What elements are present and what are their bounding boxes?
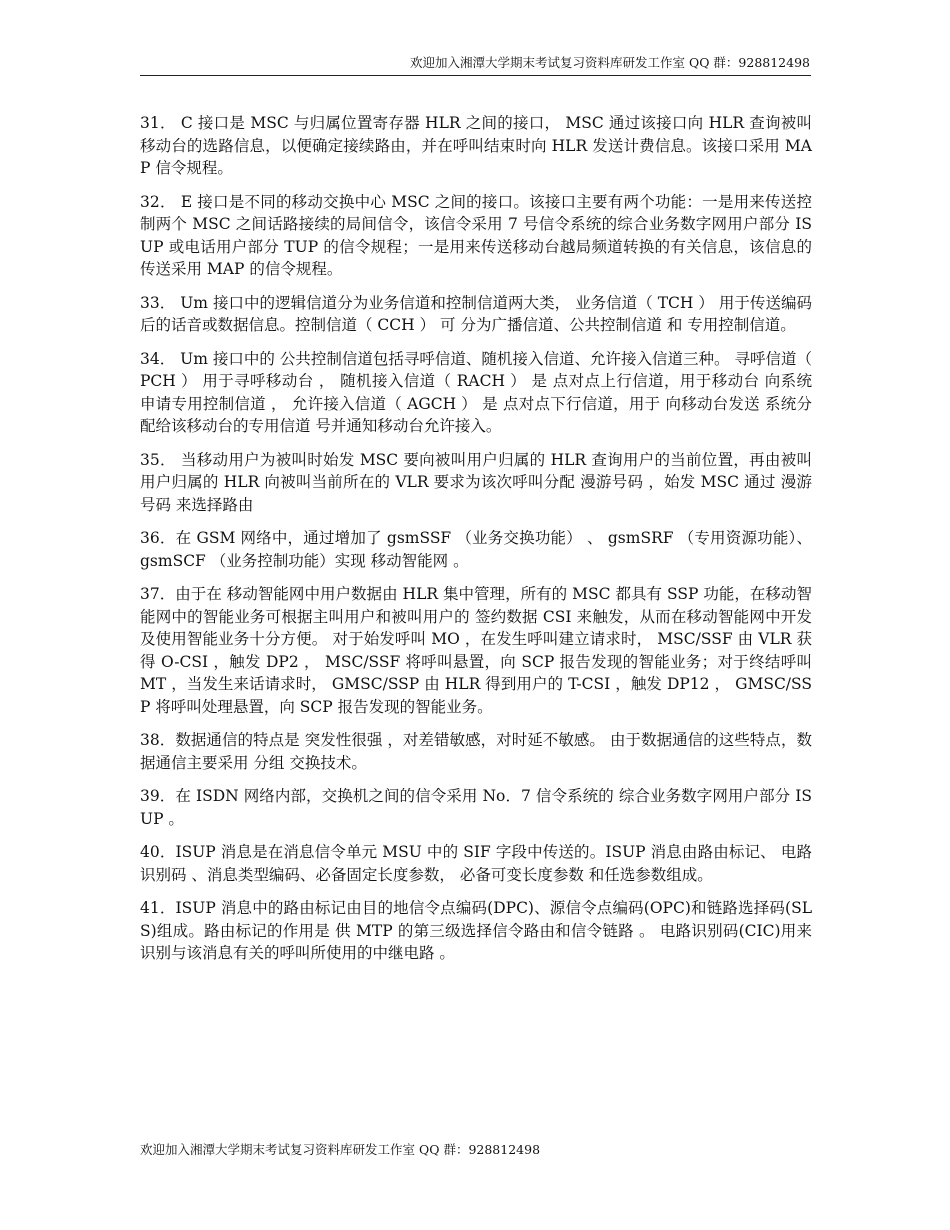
paragraph-36: 36．在 GSM 网络中，通过增加了 gsmSSF （业务交换功能） 、 gsmSRF （专用资源功能）、 gsmSCF （业务控制功能）实现 移动智能网 。 xyxy=(140,529,812,570)
header-divider xyxy=(140,75,811,76)
page-footer: 欢迎加入湘潭大学期末考试复习资料库研发工作室 QQ 群：928812498 xyxy=(140,1142,541,1157)
paragraph-31: 31． C 接口是 MSC 与归属位置寄存器 HLR 之间的接口， MSC 通过该接口向 HLR 查询被叫移动台的选路信息，以便确定接续路由，并在呼叫结束时向 HLR 发送计费信息。该接口采用 MAP 信令规程。 xyxy=(140,114,812,177)
paragraph-40: 40．ISUP 消息是在消息信令单元 MSU 中的 SIF 字段中传送的。ISUP 消息由路由标记、 电路识别码 、消息类型编码、必备固定长度参数， 必备可变长度参数 和任选参数组成。 xyxy=(140,843,812,884)
document-body xyxy=(140,112,812,976)
paragraph-32: 32． E 接口是不同的移动交换中心 MSC 之间的接口。该接口主要有两个功能：一是用来传送控制两个 MSC 之间话路接续的局间信令，该信令采用 7 号信令系统的综合业务数字网用户部分 ISUP 或电话用户部分 TUP 的信令规程；一是用来传送移动台越局频道转换的有关信息，该信息的传送采用 MAP 的信令规程。 xyxy=(140,192,812,278)
paragraph-37: 37．由于在 移动智能网中用户数据由 HLR 集中管理，所有的 MSC 都具有 SSP 功能，在移动智能网中的智能业务可根据主叫用户和被叫用户的 签约数据 CSI 来触发，从而在移动智能网中开发及使用智能业务十分方便。 对于始发呼叫 MO ，在发生呼叫建立请求时， MSC/SSF 由 VLR 获得 O-CSI ，触发 DP2 ， MSC/SSF 将呼叫悬置，向 SCP 报告发现的智能业务；对于终结呼叫 MT ，当发生来话请求时， GMSC/SSP 由 HLR 得到用户的 T-CSI ，触发 DP12 ， GMSC/SSP 将呼叫处理悬置，向 SCP 报告发现的智能业务。 xyxy=(140,585,812,716)
paragraph-33: 33． Um 接口中的逻辑信道分为业务信道和控制信道两大类， 业务信道（ TCH ） 用于传送编码后的话音或数据信息。控制信道（ CCH ） 可 分为广播信道、公共控制信道 和 专用控制信道。 xyxy=(140,293,812,334)
paragraph-39: 39．在 ISDN 网络内部，交换机之间的信令采用 No．7 信令系统的 综合业务数字网用户部分 ISUP 。 xyxy=(140,787,812,828)
paragraph-41: 41．ISUP 消息中的路由标记由目的地信令点编码(DPC)、源信令点编码(OPC)和链路选择码(SLS)组成。路由标记的作用是 供 MTP 的第三级选择信令路由和信令链路 。 电路识别码(CIC)用来 识别与该消息有关的呼叫所使用的中继电路 。 xyxy=(140,899,812,962)
paragraph-35: 35． 当移动用户为被叫时始发 MSC 要向被叫用户归属的 HLR 查询用户的当前位置，再由被叫用户归属的 HLR 向被叫当前所在的 VLR 要求为该次呼叫分配 漫游号码 ，始发 MSC 通过 漫游号码 来选择路由 xyxy=(140,450,812,514)
paragraph-38: 38．数据通信的特点是 突发性很强 ，对差错敏感，对时延不敏感。 由于数据通信的这些特点，数据通信主要采用 分组 交换技术。 xyxy=(140,731,812,772)
paragraph-34: 34． Um 接口中的 公共控制信道包括寻呼信道、随机接入信道、允许接入信道三种。 寻呼信道（ PCH ） 用于寻呼移动台 ， 随机接入信道（ RACH ） 是 点对点上行信道，用于移动台 向系统 申请专用控制信道 ， 允许接入信道（ AGCH ） 是 点对点下行信道，用于 向移动台发送 系统分配给该移动台的专用信道 号并通知移动台允许接入。 xyxy=(140,349,812,435)
page-header: 欢迎加入湘潭大学期末考试复习资料库研发工作室 QQ 群：928812498 xyxy=(409,55,810,70)
